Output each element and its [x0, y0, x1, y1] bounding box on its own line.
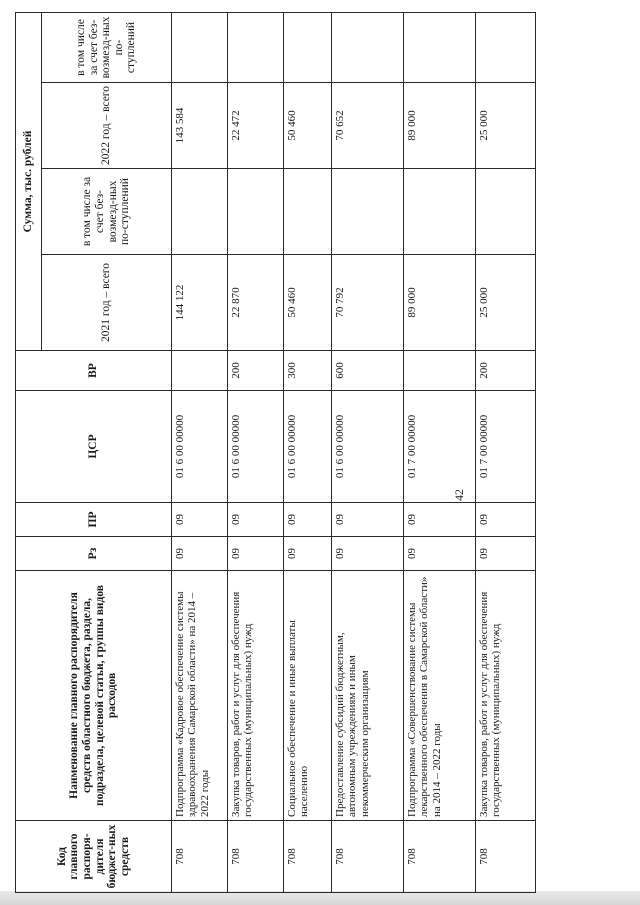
- cell-2021-gratuitous: [228, 169, 284, 255]
- header-sum: Сумма, тыс. рублей: [16, 13, 42, 351]
- cell-2021-gratuitous: [476, 169, 536, 255]
- cell-code: 708: [404, 821, 476, 893]
- table-row: [172, 13, 228, 893]
- cell-2022-total: 143 584: [172, 83, 228, 169]
- cell-code: 708: [228, 821, 284, 893]
- table-row: [332, 13, 404, 893]
- cell-2022-gratuitous: [332, 13, 404, 83]
- table-row: [228, 13, 284, 893]
- cell-name: Подпрограмма «Кадровое обеспечение системы здравоохранения Самарской области» на 2014 – 2022 годы: [172, 571, 228, 821]
- cell-rz: 09: [172, 537, 228, 571]
- cell-csr: 01 6 00 00000: [284, 391, 332, 503]
- header-2021-gratuitous: в том числе за счет без-возмезд-ных по-ступлений: [42, 169, 172, 255]
- cell-2021-gratuitous: [332, 169, 404, 255]
- cell-vr: [404, 351, 476, 391]
- cell-2022-total: 25 000: [476, 83, 536, 169]
- cell-2022-total: 50 460: [284, 83, 332, 169]
- cell-name: Предоставление субсидий бюджетным, автономным учреждениям и иным некоммерческим организациям: [332, 571, 404, 821]
- cell-vr: 200: [476, 351, 536, 391]
- cell-pr: 09: [332, 503, 404, 537]
- header-pr: ПР: [16, 503, 172, 537]
- cell-csr: 01 6 00 00000: [332, 391, 404, 503]
- cell-2022-gratuitous: [172, 13, 228, 83]
- cell-2021-gratuitous: [404, 169, 476, 255]
- page-number: 42: [452, 489, 466, 501]
- cell-csr: 01 6 00 00000: [172, 391, 228, 503]
- cell-name: Социальное обеспечение и иные выплаты населению: [284, 571, 332, 821]
- cell-rz: 09: [476, 537, 536, 571]
- cell-2022-total: 89 000: [404, 83, 476, 169]
- header-2022-gratuitous: в том числе за счет без-возмезд-ных по-ступлений: [42, 13, 172, 83]
- cell-2021-gratuitous: [284, 169, 332, 255]
- cell-code: 708: [476, 821, 536, 893]
- table-row: [404, 13, 476, 893]
- header-rz: Рз: [16, 537, 172, 571]
- cell-2021-total: 50 460: [284, 255, 332, 351]
- cell-2021-total: 89 000: [404, 255, 476, 351]
- cell-2021-total: 25 000: [476, 255, 536, 351]
- cell-name: Закупка товаров, работ и услуг для обеспечения государственных (муниципальных) нужд: [228, 571, 284, 821]
- budget-table: [15, 12, 536, 893]
- header-name: Наименование главного распорядителя средств областного бюджета, раздела, подраздела, целевой статьи, группы видов расходов: [16, 571, 172, 821]
- cell-code: 708: [172, 821, 228, 893]
- cell-2022-gratuitous: [404, 13, 476, 83]
- cell-2022-total: 70 652: [332, 83, 404, 169]
- table-row: [476, 13, 536, 893]
- cell-vr: 200: [228, 351, 284, 391]
- cell-code: 708: [332, 821, 404, 893]
- cell-2022-gratuitous: [228, 13, 284, 83]
- cell-code: 708: [284, 821, 332, 893]
- cell-name: Закупка товаров, работ и услуг для обеспечения государственных (муниципальных) нужд: [476, 571, 536, 821]
- cell-pr: 09: [228, 503, 284, 537]
- cell-csr: 01 6 00 00000: [228, 391, 284, 503]
- cell-pr: 09: [172, 503, 228, 537]
- cell-2021-total: 70 792: [332, 255, 404, 351]
- cell-2021-gratuitous: [172, 169, 228, 255]
- table-row: [284, 13, 332, 893]
- cell-pr: 09: [284, 503, 332, 537]
- cell-rz: 09: [332, 537, 404, 571]
- cell-2022-gratuitous: [476, 13, 536, 83]
- header-2021-total: 2021 год – всего: [42, 255, 172, 351]
- cell-pr: 09: [476, 503, 536, 537]
- cell-rz: 09: [404, 537, 476, 571]
- cell-name: Подпрограмма «Совершенствование системы лекарственного обеспечения в Самарской области» на 2014 – 2022 годы: [404, 571, 476, 821]
- cell-vr: 300: [284, 351, 332, 391]
- cell-2021-total: 22 870: [228, 255, 284, 351]
- cell-vr: 600: [332, 351, 404, 391]
- cell-2022-gratuitous: [284, 13, 332, 83]
- cell-2021-total: 144 122: [172, 255, 228, 351]
- header-vr: ВР: [16, 351, 172, 391]
- cell-vr: [172, 351, 228, 391]
- header-2022-total: 2022 год – всего: [42, 83, 172, 169]
- cell-csr: 01 7 00 00000: [404, 391, 476, 503]
- header-code: Код главного распоря-дителя бюджет-ных средств: [16, 821, 172, 893]
- header-csr: ЦСР: [16, 391, 172, 503]
- cell-2022-total: 22 472: [228, 83, 284, 169]
- cell-rz: 09: [228, 537, 284, 571]
- cell-pr: 09: [404, 503, 476, 537]
- cell-rz: 09: [284, 537, 332, 571]
- cell-csr: 01 7 00 00000: [476, 391, 536, 503]
